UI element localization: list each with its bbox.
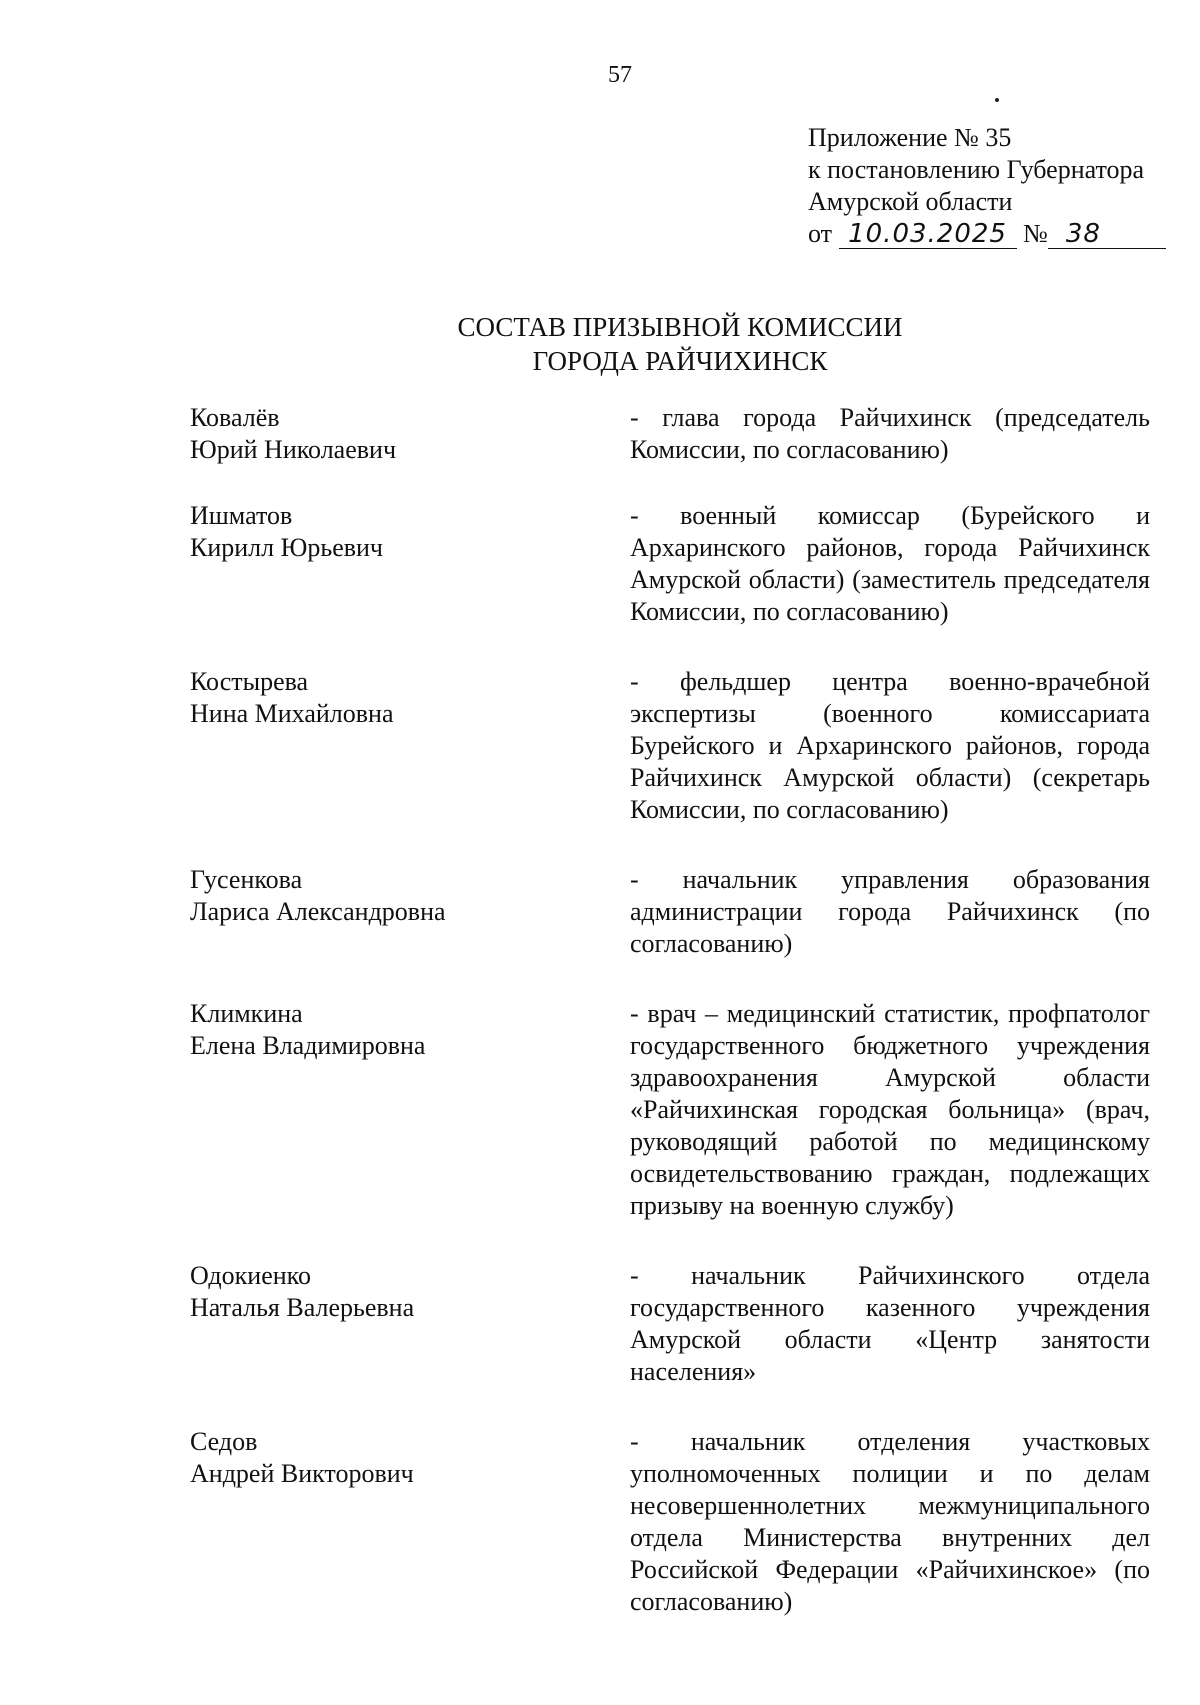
appendix-region-line: Амурской области [808, 187, 1013, 216]
member-role: - глава города Райчихинск (председатель Комиссии, по согласованию) [630, 403, 1150, 464]
member-name [190, 1260, 630, 1388]
handwritten-date: 10.03.2025 [839, 220, 1017, 249]
member-surname: Костырева [190, 667, 309, 696]
member-given-name: Наталья Валерьевна [190, 1293, 415, 1322]
member-surname: Одокиенко [190, 1261, 311, 1290]
member-role: - военный комиссар (Бурейского и Архаринского районов, города Райчихинск Амурской области) (заместитель председателя Комиссии, по согласованию) [630, 501, 1150, 626]
member-role: - начальник Райчихинского отдела государственного казенного учреждения Амурской области «Центр занятости населения» [630, 1261, 1150, 1386]
handwritten-number: 38 [1048, 220, 1166, 249]
member-list [190, 402, 1160, 1618]
member-surname: Климкина [190, 999, 303, 1028]
member-entry [190, 998, 1160, 1222]
member-entry [190, 1426, 1160, 1618]
member-given-name: Нина Михайловна [190, 699, 394, 728]
appendix-number-line: Приложение № 35 [808, 123, 1012, 152]
member-given-name: Кирилл Юрьевич [190, 533, 384, 562]
member-given-name: Юрий Николаевич [190, 435, 397, 464]
member-role: - начальник отделения участковых уполномоченных полиции и по делам несовершеннолетних межмуниципального отдела Министерства внутренних дел Российской Федерации «Райчихинское» (по согласованию) [630, 1427, 1150, 1616]
appendix-header [808, 122, 1166, 250]
member-surname: Ковалёв [190, 403, 280, 432]
member-entry [190, 1260, 1160, 1388]
member-name [190, 666, 630, 826]
date-prefix: от [808, 219, 833, 248]
ink-dot [995, 98, 999, 102]
appendix-decree-line: к постановлению Губернатора [808, 155, 1145, 184]
member-entry [190, 864, 1160, 960]
member-surname: Гусенкова [190, 865, 303, 894]
member-entry [190, 500, 1160, 628]
member-surname: Седов [190, 1427, 258, 1456]
number-label: № [1023, 219, 1048, 248]
member-name [190, 402, 630, 466]
appendix-date-line [808, 218, 1166, 250]
member-given-name: Андрей Викторович [190, 1459, 414, 1488]
title-line-2: ГОРОДА РАЙЧИХИНСК [532, 346, 828, 376]
member-name [190, 500, 630, 628]
member-role: - начальник управления образования администрации города Райчихинск (по согласованию) [630, 865, 1150, 958]
member-surname: Ишматов [190, 501, 293, 530]
member-role: - врач – медицинский статистик, профпатолог государственного бюджетного учреждения здравоохранения Амурской области «Райчихинская городская больница» (врач, руководящий работой по медицинскому освидетельствованию граждан, подлежащих призыву на военную службу) [630, 999, 1150, 1220]
member-role: - фельдшер центра военно-врачебной экспертизы (военного комиссариата Бурейского и Архаринского районов, города Райчихинск Амурской области) (секретарь Комиссии, по согласованию) [630, 667, 1150, 824]
member-given-name: Елена Владимировна [190, 1031, 426, 1060]
title-line-1: СОСТАВ ПРИЗЫВНОЙ КОМИССИИ [457, 312, 903, 342]
page-number: 57 [608, 62, 632, 88]
member-given-name: Лариса Александровна [190, 897, 446, 926]
member-entry [190, 402, 1160, 466]
member-name [190, 1426, 630, 1618]
member-entry [190, 666, 1160, 826]
member-name [190, 998, 630, 1222]
member-name [190, 864, 630, 960]
document-title [0, 310, 1200, 378]
